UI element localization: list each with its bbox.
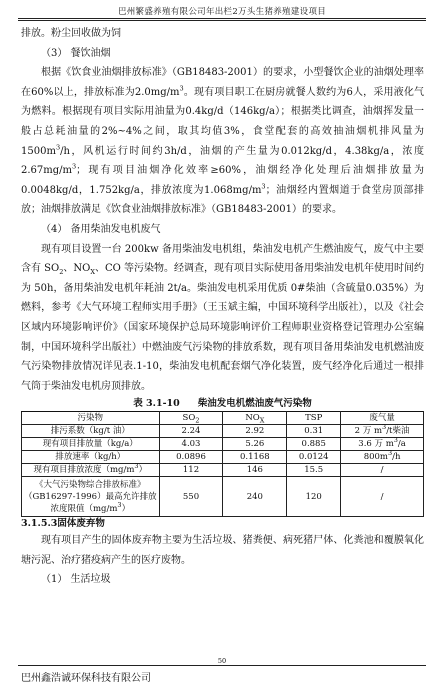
section-heading-solid-waste: 3.1.5.3固体废弃物 [21, 518, 105, 530]
header-nox: $NO_X$ [223, 412, 287, 425]
paragraph-fragment: 排放。粉尘回收做为饲 [21, 28, 121, 39]
table-row: 现有项目排放浓度$(mg/m^3)$ 112 146 15.5 / [22, 464, 424, 477]
page-number: 50 [217, 657, 227, 665]
footer-company: 巴州鑫浩诚环保科技有限公司 [21, 673, 151, 684]
paragraph-solid-waste: 现有项目产生的固体废弃物主要为生活垃圾、猪粪便、病死猪尸体、化粪池和覆膜氧化塘污泥、治疗猪疫病产生的医疗废物。 [21, 535, 424, 566]
table-caption: 表 3.1-10 柴油发电机燃油废气污染物 [133, 398, 312, 410]
table-row: 《大气污染物综合排放标准》 （GB16297-1996）最高允许排放 浓度限值$(mg/m^3)$ 550 240 120 / [22, 477, 424, 517]
subheading-catering-fumes: （3） 餐饮油烟 [41, 47, 111, 59]
paragraph-catering-fumes: 根据《饮食业油烟排放标准》（GB18483-2001）的要求，小型餐饮企业的油烟处理率在60%以上，排放标准为$2.0mg/m^3$。现有项目职工在厨房就餐人数约为6人，采用液化气为燃料。根据现有项目实际用油量为0.4kg/d（146kg/a）；根据类比调查，油烟挥发量一般占总耗油量的2%~4%之间，取其均值3%，食堂配套的高效抽油烟机排风量为$1500m^3/h$，风机运行时间约3h/d，油烟的产生量为0.012kg/d，4.38kg/a，浓度$2.67mg/m^3$；现有项目油烟净化效率≥60%，油烟经净化处理后油烟排放量为0.0048kg/d，1.752kg/a，排放浓度为$1.068mg/m^3$；油烟经内置烟道于食堂房顶部排放；油烟排放满足《饮食业油烟排放标准》（GB18483-2001）的要求。 [21, 67, 424, 216]
footer-rule [18, 665, 426, 666]
table-row: 排污系数（kg/t 油） 2.24 2.92 0.31 2 万 $m^3/t$柴油 [22, 425, 424, 438]
header-tsp: TSP [287, 412, 341, 425]
emissions-table [21, 411, 424, 517]
header-gas-volume: 废气量 [341, 412, 424, 425]
table-header-row [22, 412, 424, 425]
paragraph-diesel-generator: 现有项目设置一台 200kw 备用柴油发电机组，柴油发电机产生燃油废气，废气中主要含有 $SO_2$、$NO_X$、CO 等污染物。经调查，现有项目实际使用备用柴油发电机年使用时间约为 50h，备用柴油发电机年耗油 2t/a。柴油发电机采用优质 0#柴油（含硫量0.035%）为燃料，参考《大气环境工程师实用手册》（王玉斌主编，中国环境科学出版社），以及《社会区域内环境影响评价》（国家环境保护总局环境影响评价工程师职业资格登记管理办公室编制，中国环境科学出版社）中燃油废气污染物的排放系数，现有项目备用柴油发电机燃油废气污染物排放情况详见表.1-10，柴油发电机配套烟气净化装置，废气经净化后通过一根排气筒于柴油发电机房顶排放。 [21, 243, 424, 392]
subheading-diesel-generator: （4） 备用柴油发电机废气 [41, 223, 161, 235]
header-title: 巴州繁盛养殖有限公司年出栏2万头生猪养殖建设项目 [117, 7, 327, 17]
header-rule [18, 18, 426, 19]
table-row: 现有项目排放量（kg/a） 4.03 5.26 0.885 3.6 万 $m^3/a$ [22, 438, 424, 451]
subheading-domestic-waste: （1） 生活垃圾 [41, 574, 111, 586]
document-body [21, 24, 424, 590]
header-rule-thin [18, 20, 426, 21]
table-row: 排放速率（kg/h） 0.0896 0.1168 0.0124 $800m^3/h$ [22, 451, 424, 464]
header-so2: $SO_2$ [159, 412, 223, 425]
header-pollutant: 污染物 [22, 412, 160, 425]
